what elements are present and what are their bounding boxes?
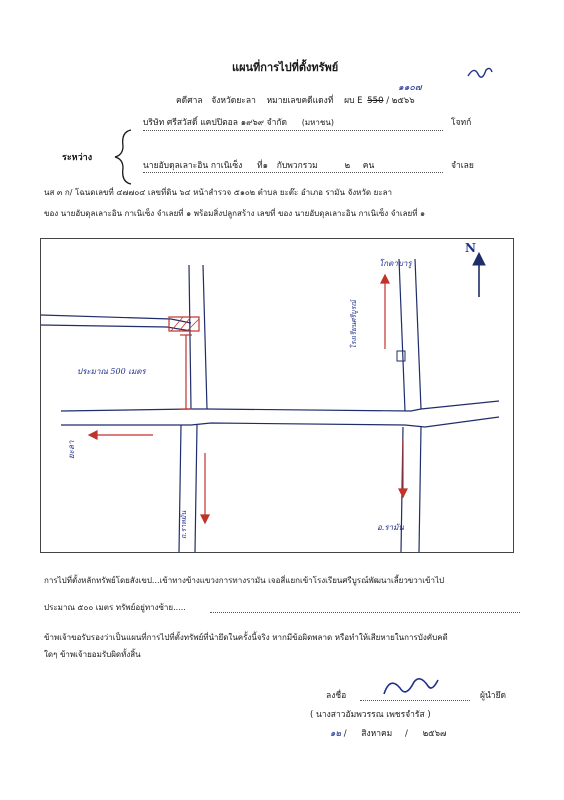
map-drawing xyxy=(41,239,513,552)
road-right-v1 xyxy=(399,259,405,411)
defendant-count: ๒ xyxy=(344,161,351,171)
plaintiff-company: บริษัท ศรีสวัสดิ์ แคปปิตอล ๑๙๖๙ จำกัด xyxy=(143,118,288,128)
defendant-party: ที่๑ xyxy=(257,161,269,171)
description-line-2: ประมาณ ๕๐๐ เมตร ทรัพย์อยู่ทางซ้าย..... xyxy=(44,603,186,612)
road-right-low2 xyxy=(419,427,421,552)
property-line-2: ของ นายอับดุลเลาะอิน กาเนิเซ็ง จำเลยที่ ๑ พร้อมสิ่งปลูกสร้าง เลขที่ ของ นายอับดุลเลาะอิน กาเนิเซ็ง จำเลยที่ ๑ xyxy=(44,209,426,218)
defendant-line xyxy=(143,158,374,172)
description-dotline xyxy=(210,612,520,613)
property-line-1: นส ๓ ก/ โฉนดเลขที่ ๔๗๗๐๔ เลขที่ดิน ๖๔ หน้าสำรวจ ๕๑๐๒ ตำบล ยะต๊ะ อำเภอ รามัน จังหวัด ยะลา xyxy=(44,188,393,197)
document-title: แผนที่การไปที่ตั้งทรัพย์ xyxy=(232,61,339,74)
certification-line-1: ข้าพเจ้าขอรับรองว่าเป็นแผนที่การไปที่ตั้งทรัพย์ที่นำยึดในครั้งนี้จริง หากมีข้อผิดพลาด หรือทำให้เสียหายในการบังคับคดี xyxy=(44,633,448,642)
description-line-1: การไปที่ตั้งหลักทรัพย์โดยสังเขป...เข้าทางข้างแขวงการทางรามัน เจอสี่แยกเข้าโรงเรียนศรีบูรณ์พัฒนาเลี้ยวขวาเข้าไป xyxy=(44,576,445,585)
school-label: โรงเรียนศรีบูรณ์ xyxy=(350,300,358,349)
plaintiff-dotline xyxy=(143,130,443,131)
top-road-label: โกตาบารู xyxy=(379,259,412,268)
defendant-role: จำเลย xyxy=(451,161,474,171)
date-sep-1: / xyxy=(343,729,347,739)
date-year: ๒๕๖๗ xyxy=(422,729,447,739)
road-left-v2 xyxy=(203,265,207,409)
court-label: คดีศาล xyxy=(176,96,203,106)
right-bottom-label: อ.รามัน xyxy=(377,523,404,532)
defendant-dotline xyxy=(143,172,443,173)
location-map xyxy=(40,238,514,553)
between-label: ระหว่าง xyxy=(62,153,93,163)
left-road-label: ยะลา xyxy=(67,440,76,459)
plaintiff-name xyxy=(143,115,334,129)
road-main-top xyxy=(61,401,499,411)
defendant-count-unit: คน xyxy=(362,161,375,171)
north-label: N xyxy=(465,241,476,255)
sign-label: ลงชื่อ xyxy=(326,691,347,701)
road-main-bottom xyxy=(61,417,499,427)
signature-date xyxy=(330,726,446,740)
signature-role: ผู้นำยึด xyxy=(480,691,507,701)
plaintiff-role: โจทก์ xyxy=(451,118,472,128)
distance-label: ประมาณ 500 เมตร xyxy=(77,367,146,376)
date-sep-2: / xyxy=(405,729,408,739)
road-right-v2 xyxy=(415,259,421,409)
date-month: สิงหาคม xyxy=(361,729,393,739)
date-day: ๑๒ xyxy=(330,729,341,739)
defendant-name: นายอับดุลเลาะอิน กาเนิเซ็ง xyxy=(143,161,243,171)
certification-line-2: ใดๆ ข้าพเจ้ายอมรับผิดทั้งสิ้น xyxy=(44,650,141,659)
court-line xyxy=(176,93,415,107)
signature-name: ( นางสาวอัมพวรรณ เพชรจำรัส ) xyxy=(310,710,431,720)
case-label: หมายเลขคดีแดงที่ xyxy=(266,96,334,106)
signature-image xyxy=(380,672,440,702)
sign-dotline xyxy=(360,700,470,701)
court-name: จังหวัดยะลา xyxy=(211,96,256,106)
brace xyxy=(113,128,137,186)
road-lower-v2 xyxy=(195,425,197,552)
case-handwritten-number: ๑๑๐๗ xyxy=(398,83,422,93)
case-year: / ๒๕๖๖ xyxy=(386,96,415,106)
case-prefix: ผบ E xyxy=(344,96,363,106)
defendant-with: กับพวกรวม xyxy=(276,161,318,171)
initials-signature xyxy=(466,64,494,84)
bottom-road-label: ถ.ราหมัน xyxy=(180,510,188,539)
road-left-v1 xyxy=(189,265,191,409)
plaintiff-suffix: (มหาชน) xyxy=(301,118,334,127)
school-building xyxy=(397,351,405,361)
case-struck-number: 550 xyxy=(367,96,384,106)
